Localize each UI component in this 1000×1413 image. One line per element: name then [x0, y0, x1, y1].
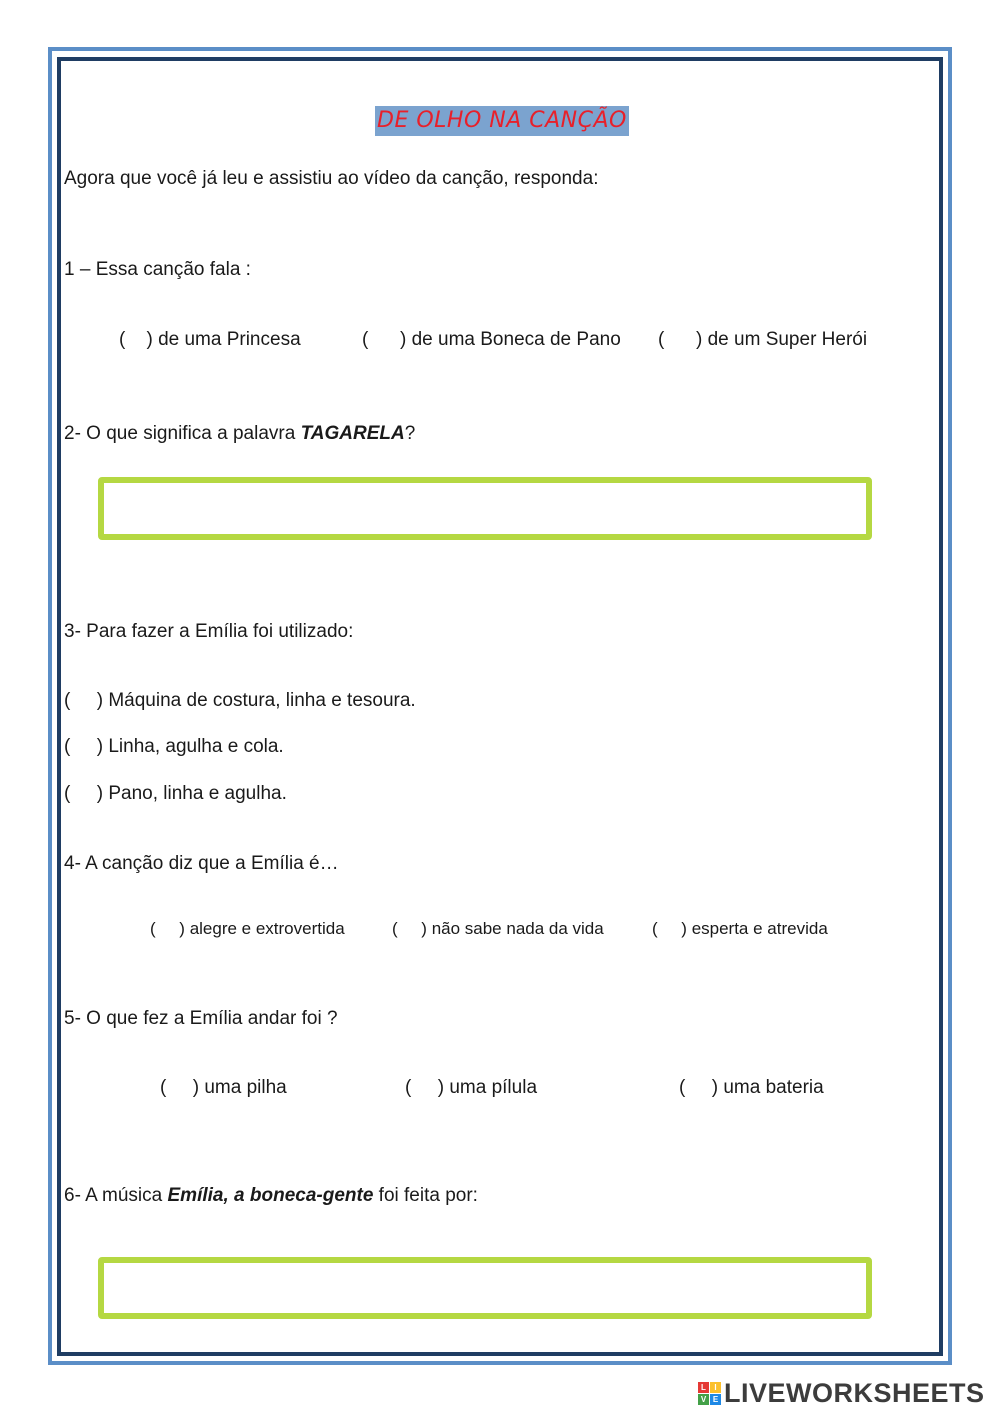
question-2-emphasis: TAGARELA [300, 423, 405, 444]
q1-option-2[interactable] [362, 329, 621, 351]
question-6 [64, 1185, 478, 1207]
q3-option-3[interactable] [64, 783, 287, 805]
question-6-emphasis: Emília, a boneca-gente [167, 1185, 374, 1206]
q4-option-2[interactable] [392, 918, 604, 940]
q3-option-3-label: Pano, linha e agulha. [108, 783, 287, 804]
question-2-prefix: 2- O que significa a palavra [64, 423, 301, 444]
checkbox-paren: ( ) [658, 329, 703, 350]
logo-letter: E [710, 1394, 721, 1405]
intro-text: Agora que você já leu e assistiu ao vídeo da canção, responda: [64, 168, 599, 189]
logo-letter: I [710, 1382, 721, 1393]
q4-option-3-label: esperta e atrevida [691, 919, 828, 938]
q5-option-2-label: uma pílula [449, 1077, 538, 1098]
question-6-suffix: foi feita por: [373, 1185, 478, 1206]
q5-option-1[interactable] [160, 1077, 287, 1099]
q4-option-1-label: alegre e extrovertida [189, 919, 345, 938]
q3-option-2[interactable] [64, 736, 284, 758]
q1-option-1[interactable] [119, 329, 301, 351]
q1-option-1-label: de uma Princesa [158, 329, 301, 350]
q3-option-2-label: Linha, agulha e cola. [108, 736, 284, 757]
q5-option-3[interactable] [679, 1077, 824, 1099]
question-3: 3- Para fazer a Emília foi utilizado: [64, 621, 354, 642]
q3-option-1-label: Máquina de costura, linha e tesoura. [108, 690, 416, 711]
checkbox-paren: ( ) [119, 329, 153, 350]
checkbox-paren: ( ) [64, 690, 104, 711]
q1-option-3-label: de um Super Herói [707, 329, 868, 350]
question-2 [64, 423, 415, 445]
question-4: 4- A canção diz que a Emília é… [64, 853, 339, 874]
q5-option-2[interactable] [405, 1077, 537, 1099]
q4-option-1[interactable] [150, 918, 345, 940]
answer-box-q2[interactable] [98, 477, 872, 540]
checkbox-paren: ( ) [392, 919, 427, 938]
q4-option-3[interactable] [652, 918, 828, 940]
logo-letter: V [698, 1394, 709, 1405]
q3-option-1[interactable] [64, 690, 416, 712]
checkbox-paren: ( ) [150, 919, 185, 938]
question-6-prefix: 6- A música [64, 1185, 168, 1206]
worksheet-title: DE OLHO NA CANÇÃO [375, 106, 629, 136]
q5-option-1-label: uma pilha [204, 1077, 287, 1098]
q1-option-2-label: de uma Boneca de Pano [411, 329, 621, 350]
question-1: 1 – Essa canção fala : [64, 259, 251, 280]
answer-box-q6[interactable] [98, 1257, 872, 1319]
question-5: 5- O que fez a Emília andar foi ? [64, 1008, 338, 1029]
question-2-suffix: ? [404, 423, 416, 444]
checkbox-paren: ( ) [652, 919, 687, 938]
logo-brand-text: LIVEWORKSHEETS [724, 1377, 985, 1408]
checkbox-paren: ( ) [405, 1077, 445, 1098]
liveworksheets-logo[interactable] [698, 1377, 985, 1409]
checkbox-paren: ( ) [64, 736, 104, 757]
checkbox-paren: ( ) [679, 1077, 719, 1098]
logo-mark-icon [698, 1382, 721, 1405]
q1-option-3[interactable] [658, 329, 867, 351]
logo-letter: L [698, 1382, 709, 1393]
q4-option-2-label: não sabe nada da vida [431, 919, 604, 938]
checkbox-paren: ( ) [362, 329, 407, 350]
checkbox-paren: ( ) [160, 1077, 200, 1098]
checkbox-paren: ( ) [64, 783, 104, 804]
q5-option-3-label: uma bateria [723, 1077, 824, 1098]
